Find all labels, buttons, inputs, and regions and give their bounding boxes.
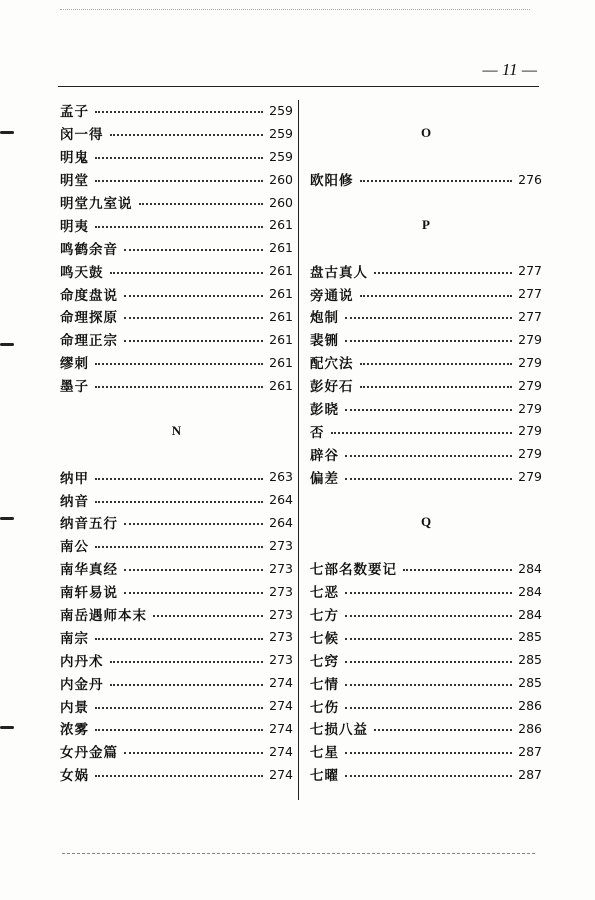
column-divider	[298, 100, 299, 800]
index-entry	[310, 397, 542, 420]
index-entry	[310, 740, 542, 763]
dot-leader	[153, 615, 263, 617]
entry-page: 261	[269, 308, 293, 324]
dot-leader	[95, 111, 263, 113]
spacer	[310, 145, 542, 168]
entry-page: 277	[518, 286, 542, 302]
entry-term: 七恶	[310, 585, 339, 602]
entry-page: 284	[518, 606, 542, 622]
entry-term: 闵一得	[60, 127, 104, 144]
entry-page: 285	[518, 675, 542, 691]
index-entry	[60, 374, 293, 397]
entry-term: 内金丹	[60, 676, 104, 693]
entry-term: 裴铏	[310, 333, 339, 350]
index-entry	[60, 351, 293, 374]
spacer	[310, 99, 542, 122]
dot-leader	[95, 775, 263, 777]
entry-page: 260	[269, 194, 293, 210]
entry-page: 259	[269, 125, 293, 141]
index-entry	[310, 671, 542, 694]
margin-mark	[0, 517, 14, 520]
entry-page: 279	[518, 423, 542, 439]
entry-page: 285	[518, 629, 542, 645]
entry-term: 七星	[310, 745, 339, 762]
index-entry	[60, 191, 293, 214]
index-entry	[60, 282, 293, 305]
dot-leader	[360, 363, 513, 365]
dot-leader	[331, 432, 513, 434]
dot-leader	[110, 134, 264, 136]
dot-leader	[95, 386, 263, 388]
index-entry	[310, 351, 542, 374]
index-entry	[310, 259, 542, 282]
dot-leader	[345, 340, 512, 342]
entry-page: 274	[269, 743, 293, 759]
dot-leader	[95, 638, 263, 640]
entry-term: 明夷	[60, 218, 89, 235]
entry-term: 明堂九室说	[60, 196, 133, 212]
entry-page: 279	[518, 469, 542, 485]
entry-page: 264	[269, 514, 293, 530]
dot-leader	[124, 317, 263, 319]
entry-term: 浓雾	[60, 722, 89, 739]
entry-term: 鸣天鼓	[60, 264, 104, 281]
entry-term: 彭晓	[310, 402, 339, 419]
dot-leader	[139, 203, 264, 205]
entry-page: 279	[518, 331, 542, 347]
dot-leader	[374, 272, 512, 274]
entry-term: 纳音	[60, 493, 89, 510]
entry-term: 明堂	[60, 173, 89, 190]
index-entry	[310, 374, 542, 397]
bottom-scan-edge	[62, 853, 535, 854]
entry-term: 南轩易说	[60, 585, 118, 602]
index-entry	[60, 580, 293, 603]
index-entry	[60, 671, 293, 694]
entry-term: 七曜	[310, 768, 339, 785]
entry-term: 孟子	[60, 104, 89, 121]
dot-leader	[95, 363, 263, 365]
entry-page: 285	[518, 652, 542, 668]
spacer	[60, 442, 293, 465]
dot-leader	[95, 546, 263, 548]
margin-mark	[0, 343, 14, 346]
entry-term: 七部名数要记	[310, 562, 397, 579]
index-entry	[310, 603, 542, 626]
entry-term: 旁通说	[310, 287, 354, 304]
entry-term: 炮制	[310, 310, 339, 327]
dot-leader	[345, 707, 512, 709]
entry-page: 286	[518, 698, 542, 714]
entry-term: 欧阳修	[310, 173, 354, 190]
entry-term: 辟谷	[310, 447, 339, 464]
entry-page: 279	[518, 377, 542, 393]
index-entry	[60, 740, 293, 763]
entry-page: 273	[269, 652, 293, 668]
index-entry	[310, 580, 542, 603]
top-scan-edge	[60, 9, 530, 10]
index-entry	[60, 465, 293, 488]
spacer	[310, 191, 542, 214]
dot-leader	[345, 775, 512, 777]
entry-term: 命理探原	[60, 310, 118, 327]
entry-page: 273	[269, 537, 293, 553]
dot-leader	[124, 295, 263, 297]
entry-page: 284	[518, 583, 542, 599]
dot-leader	[124, 340, 263, 342]
entry-page: 287	[518, 766, 542, 782]
entry-term: 配穴法	[310, 356, 354, 373]
dot-leader	[110, 661, 264, 663]
entry-page: 261	[269, 286, 293, 302]
index-entry	[60, 625, 293, 648]
entry-term: 偏差	[310, 470, 339, 487]
dot-leader	[124, 249, 263, 251]
entry-page: 284	[518, 560, 542, 576]
index-entry	[60, 648, 293, 671]
entry-term: 七方	[310, 608, 339, 625]
index-entry	[60, 305, 293, 328]
dot-leader	[124, 569, 263, 571]
entry-term: 墨子	[60, 379, 89, 396]
entry-term: 七伤	[310, 699, 339, 716]
entry-term: 命度盘说	[60, 287, 118, 304]
entry-page: 261	[269, 240, 293, 256]
dot-leader	[95, 157, 263, 159]
entry-page: 279	[518, 400, 542, 416]
dot-leader	[374, 729, 512, 731]
entry-term: 盘古真人	[310, 264, 368, 281]
index-entry	[60, 763, 293, 786]
dot-leader	[95, 729, 263, 731]
index-entry	[310, 442, 542, 465]
index-entry	[310, 717, 542, 740]
entry-term: 纳甲	[60, 470, 89, 487]
entry-page: 279	[518, 354, 542, 370]
dot-leader	[95, 707, 263, 709]
index-entry	[310, 625, 542, 648]
spacer	[60, 397, 293, 420]
index-entry	[60, 168, 293, 191]
index-entry	[310, 328, 542, 351]
entry-term: 内景	[60, 699, 89, 716]
entry-term: 七候	[310, 630, 339, 647]
index-entry	[310, 305, 542, 328]
index-entry	[310, 465, 542, 488]
entry-term: 明鬼	[60, 150, 89, 167]
entry-page: 261	[269, 217, 293, 233]
index-column-left	[60, 99, 293, 786]
index-entry	[310, 763, 542, 786]
spacer	[310, 488, 542, 511]
section-letter: Q	[420, 514, 432, 530]
entry-term: 女丹金篇	[60, 745, 118, 762]
index-entry	[60, 259, 293, 282]
entry-page: 286	[518, 720, 542, 736]
dot-leader	[403, 569, 512, 571]
entry-page: 273	[269, 583, 293, 599]
entry-term: 否	[310, 424, 325, 441]
margin-mark	[0, 726, 14, 729]
entry-term: 南岳遇师本末	[60, 608, 147, 625]
entry-page: 261	[269, 377, 293, 393]
index-entry	[60, 603, 293, 626]
entry-page: 277	[518, 263, 542, 279]
index-entry	[310, 282, 542, 305]
entry-page: 274	[269, 766, 293, 782]
dot-leader	[110, 684, 264, 686]
margin-mark	[0, 131, 14, 134]
index-entry	[60, 717, 293, 740]
entry-term: 彭好石	[310, 379, 354, 396]
spacer	[310, 534, 542, 557]
entry-term: 南公	[60, 539, 89, 556]
dot-leader	[345, 592, 512, 594]
entry-page: 274	[269, 675, 293, 691]
index-entry	[60, 122, 293, 145]
index-entry	[60, 236, 293, 259]
entry-term: 七情	[310, 676, 339, 693]
dot-leader	[124, 523, 263, 525]
dot-leader	[110, 272, 264, 274]
dot-leader	[345, 615, 512, 617]
index-entry	[60, 534, 293, 557]
entry-page: 273	[269, 560, 293, 576]
section-letter: O	[420, 125, 432, 141]
section-letter: N	[171, 422, 182, 438]
dot-leader	[345, 409, 512, 411]
dot-leader	[345, 752, 512, 754]
entry-term: 鸣鹤余音	[60, 241, 118, 258]
spacer	[310, 236, 542, 259]
entry-page: 277	[518, 308, 542, 324]
entry-page: 287	[518, 743, 542, 759]
index-entry	[60, 511, 293, 534]
entry-page: 260	[269, 171, 293, 187]
section-letter: P	[422, 216, 430, 232]
index-entry	[60, 328, 293, 351]
entry-page: 273	[269, 629, 293, 645]
dot-leader	[345, 478, 512, 480]
index-entry	[310, 419, 542, 442]
entry-page: 274	[269, 720, 293, 736]
dot-leader	[345, 661, 512, 663]
dot-leader	[360, 180, 513, 182]
dot-leader	[360, 295, 513, 297]
index-entry	[60, 694, 293, 717]
index-column-right	[310, 99, 542, 786]
index-entry	[60, 488, 293, 511]
dot-leader	[345, 317, 512, 319]
dot-leader	[95, 501, 263, 503]
entry-page: 259	[269, 148, 293, 164]
entry-page: 273	[269, 606, 293, 622]
entry-page: 261	[269, 331, 293, 347]
entry-term: 缪刺	[60, 356, 89, 373]
index-entry	[60, 557, 293, 580]
index-entry	[60, 145, 293, 168]
dot-leader	[95, 478, 263, 480]
dot-leader	[345, 638, 512, 640]
entry-page: 276	[518, 171, 542, 187]
entry-term: 南华真经	[60, 562, 118, 579]
entry-page: 261	[269, 354, 293, 370]
index-entry	[60, 99, 293, 122]
index-entry	[310, 168, 542, 191]
entry-term: 命理正宗	[60, 333, 118, 350]
entry-page: 274	[269, 698, 293, 714]
entry-term: 纳音五行	[60, 516, 118, 533]
entry-page: 259	[269, 102, 293, 118]
entry-page: 263	[269, 469, 293, 485]
dot-leader	[95, 180, 263, 182]
entry-page: 279	[518, 446, 542, 462]
dot-leader	[360, 386, 513, 388]
dot-leader	[345, 455, 512, 457]
index-entry	[310, 648, 542, 671]
entry-page: 261	[269, 263, 293, 279]
dot-leader	[95, 226, 263, 228]
dot-leader	[124, 592, 263, 594]
page-number: — 11 —	[482, 60, 537, 79]
entry-page: 264	[269, 492, 293, 508]
index-entry	[310, 694, 542, 717]
dot-leader	[345, 684, 512, 686]
dot-leader	[124, 752, 263, 754]
index-entry	[60, 213, 293, 236]
header-rule	[58, 86, 539, 87]
entry-term: 南宗	[60, 630, 89, 647]
entry-term: 七损八益	[310, 722, 368, 739]
entry-term: 七窍	[310, 653, 339, 670]
index-entry	[310, 557, 542, 580]
entry-term: 内丹术	[60, 653, 104, 670]
entry-term: 女娲	[60, 768, 89, 785]
